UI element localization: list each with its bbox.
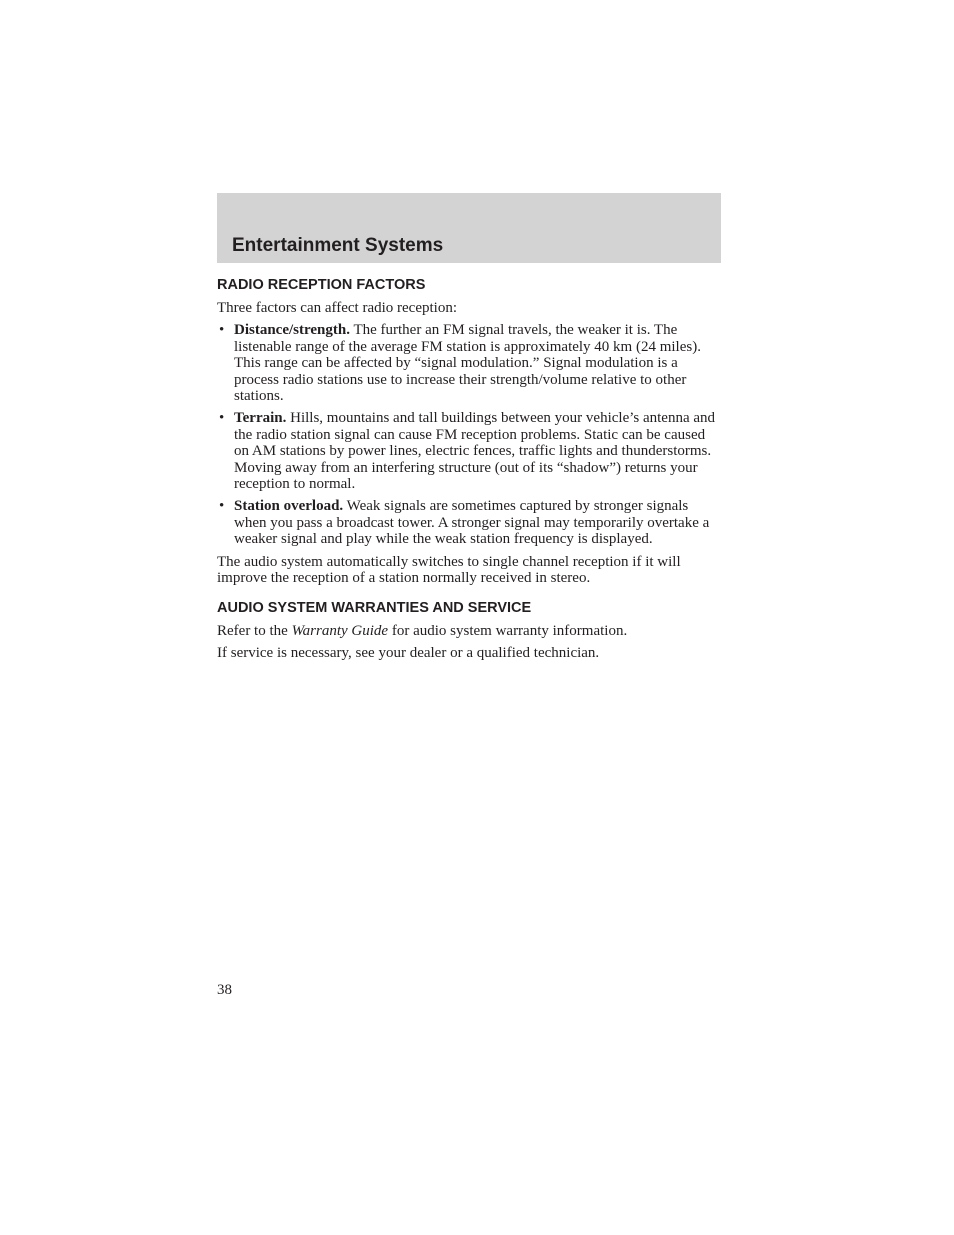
warranty-prefix-text: Refer to the xyxy=(217,622,288,639)
bullet-lead-text: Station overload. xyxy=(234,498,344,515)
audio-warranty-section xyxy=(217,599,723,662)
reception-factors-list xyxy=(217,322,723,547)
page-content xyxy=(217,276,723,661)
service-paragraph: If service is necessary, see your dealer or a qualified technician. xyxy=(217,644,600,661)
warranty-suffix-text: for audio system warranty information. xyxy=(391,622,628,639)
chapter-title: Entertainment Systems xyxy=(232,235,444,256)
list-item-station-overload xyxy=(217,498,723,547)
bullet-lead-text: Distance/strength. xyxy=(234,322,350,339)
bullet-icon: • xyxy=(219,322,225,339)
bullet-body-text: Hills, mountains and tall buildings between your vehicle’s antenna and the radio station signal can cause FM reception problems. Static can be caused on AM stations by power lines, electric fences, traffic lights and thunderstorms. Moving away from an interfering structure (out of its “shadow”) returns your reception to normal. xyxy=(234,410,716,493)
warranty-paragraph xyxy=(217,623,723,639)
bullet-body-text: Weak signals are sometimes captured by stronger signals when you pass a broadcast tower. A stronger signal may temporarily overtake a weaker signal and play while the weak station frequency is displayed. xyxy=(234,498,710,548)
section-heading-audio-warranty: AUDIO SYSTEM WARRANTIES AND SERVICE xyxy=(217,599,532,616)
bullet-body-text: The further an FM signal travels, the weaker it is. The listenable range of the average FM station is approximately 40 km (24 miles). This range can be affected by “signal modulation.” Signal modulation is a process radio stations use to increase their strength/volume relative to other stations. xyxy=(234,322,701,405)
bullet-icon: • xyxy=(219,410,225,427)
warranty-guide-title: Warranty Guide xyxy=(291,622,389,639)
radio-reception-section xyxy=(217,276,723,587)
bullet-icon: • xyxy=(219,498,225,515)
chapter-header-band xyxy=(217,193,721,263)
intro-paragraph: Three factors can affect radio reception: xyxy=(217,300,457,316)
summary-paragraph: The audio system automatically switches to single channel reception if it will improve the reception of a station normally received in stereo. xyxy=(217,553,681,587)
page-number: 38 xyxy=(217,982,232,998)
list-item-distance-strength xyxy=(217,322,723,404)
bullet-lead-text: Terrain. xyxy=(234,410,287,427)
section-heading-radio-reception: RADIO RECEPTION FACTORS xyxy=(217,277,426,293)
list-item-terrain xyxy=(217,410,723,492)
